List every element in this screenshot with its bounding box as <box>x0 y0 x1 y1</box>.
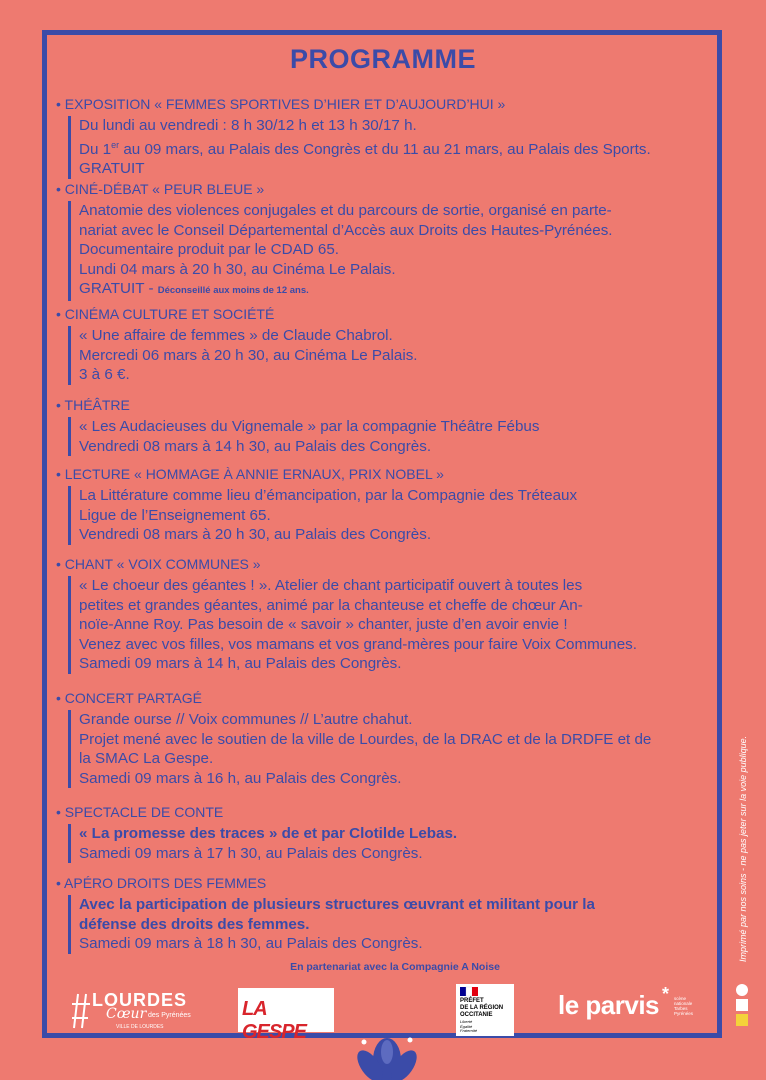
section-body <box>68 417 716 456</box>
price-text: GRATUIT - <box>79 280 158 297</box>
section-line: petites et grandes géantes, animé par la chanteuse et cheffe de chœur An- <box>79 596 583 614</box>
section-line: la SMAC La Gespe. <box>79 750 214 767</box>
section-body <box>68 201 716 301</box>
section-line: Lundi 04 mars à 20 h 30, au Cinéma Le Palais. <box>79 260 396 278</box>
parvis-sub: scène nationale Tarbes Pyrénées <box>674 996 694 1016</box>
price-line: 3 à 6 €. <box>79 366 130 383</box>
section-theatre <box>56 396 716 456</box>
section-body <box>68 824 716 863</box>
section-line: Ligue de l’Enseignement 65. <box>79 506 271 524</box>
recycling-icon <box>736 999 748 1011</box>
parvis-wordmark: le parvis <box>558 990 660 1020</box>
section-heading: • CHANT « VOIX COMMUNES » <box>56 556 261 572</box>
date-prefix: Du 1 <box>79 140 112 158</box>
section-line: Samedi 09 mars à 17 h 30, au Palais des Congrès. <box>79 844 423 862</box>
section-chant <box>56 555 716 674</box>
price-line <box>79 279 716 301</box>
recycle-icons <box>736 984 750 1028</box>
section-line: « Une affaire de femmes » de Claude Chabrol. <box>79 327 393 344</box>
price-line: GRATUIT <box>79 160 145 178</box>
section-exposition <box>56 95 716 179</box>
section-heading: • CINÉ-DÉBAT « PEUR BLEUE » <box>56 181 265 197</box>
section-apero <box>56 874 716 954</box>
age-warning: Déconseillé aux moins de 12 ans. <box>157 285 309 296</box>
date-rest: au 09 mars, au Palais des Congrès et du 11 au 21 mars, au Palais des Sports. <box>119 140 651 158</box>
lourdes-logo <box>72 988 202 1036</box>
page-title: PROGRAMME <box>290 44 476 74</box>
marianne-icon <box>456 984 514 998</box>
lourdes-coeur: Cœur <box>106 1006 147 1022</box>
section-heading: • LECTURE « HOMMAGE À ANNIE ERNAUX, PRIX NOBEL » <box>56 466 444 482</box>
ordinal-sup: er <box>111 139 120 150</box>
section-body <box>68 486 716 545</box>
section-heading: • APÉRO DROITS DES FEMMES <box>56 875 267 891</box>
section-line: Samedi 09 mars à 18 h 30, au Palais des Congrès. <box>79 935 423 952</box>
section-line: Avec la participation de plusieurs structures œuvrant et militant pour la <box>79 896 595 913</box>
section-body <box>68 326 716 385</box>
lourdes-wordmark: LOURDES <box>92 990 188 1010</box>
partner-note: En partenariat avec la Compagnie A Noise <box>290 961 500 973</box>
lourdes-pyrenees: des Pyrénées <box>148 1012 191 1019</box>
asterisk-icon: * <box>662 984 670 1004</box>
section-lecture <box>56 465 716 545</box>
la-gespe-logo <box>238 988 334 1043</box>
section-conte <box>56 803 716 863</box>
section-line: Samedi 09 mars à 16 h, au Palais des Congrès. <box>79 769 402 787</box>
section-heading: • THÉÂTRE <box>56 397 130 413</box>
section-line: Documentaire produit par le CDAD 65. <box>79 241 339 258</box>
flower-icon <box>352 1020 422 1080</box>
section-heading: • CONCERT PARTAGÉ <box>56 690 202 706</box>
section-heading: • SPECTACLE DE CONTE <box>56 804 224 820</box>
section-line: Mercredi 06 mars à 20 h 30, au Cinéma Le Palais. <box>79 346 418 364</box>
section-line: « La promesse des traces » de et par Clotilde Lebas. <box>79 825 458 842</box>
section-line: Vendredi 08 mars à 20 h 30, au Palais des Congrès. <box>79 526 432 543</box>
le-parvis-logo <box>558 984 698 1030</box>
section-body <box>68 710 716 788</box>
section-line: « Les Audacieuses du Vignemale » par la compagnie Théâtre Fébus <box>79 418 540 435</box>
triman-icon <box>736 984 748 996</box>
section-line: La Littérature comme lieu d’émancipation, par la Compagnie des Tréteaux <box>79 487 578 504</box>
section-line: Vendredi 08 mars à 14 h 30, au Palais des Congrès. <box>79 437 432 455</box>
gespe-wordmark: LA GESPE <box>242 998 306 1043</box>
section-line: Anatomie des violences conjugales et du parcours de sortie, organisé en parte- <box>79 202 612 219</box>
section-cine-debat <box>56 180 716 301</box>
section-body <box>68 576 716 674</box>
section-cinema-culture <box>56 305 716 385</box>
prefet-text: PRÉFET DE LA RÉGION OCCITANIE <box>460 998 504 1018</box>
section-heading: • CINÉMA CULTURE ET SOCIÉTÉ <box>56 306 275 322</box>
prefet-logo <box>456 984 514 1036</box>
section-body <box>68 895 716 954</box>
section-heading: • EXPOSITION « FEMMES SPORTIVES D’HIER ET D’AUJOURD’HUI » <box>56 96 506 112</box>
print-notice: Imprimé par nos soins - ne pas jeter sur la voie publique. <box>738 735 748 962</box>
section-body <box>68 116 716 179</box>
section-concert <box>56 689 716 788</box>
info-tri-icon <box>736 1014 748 1026</box>
section-line: Grande ourse // Voix communes // L’autre chahut. <box>79 711 413 728</box>
section-line: nariat avec le Conseil Départemental d’Accès aux Droits des Hautes-Pyrénées. <box>79 221 613 239</box>
section-line: noïe-Anne Roy. Pas besoin de « savoir » chanter, juste d’en avoir envie ! <box>79 616 568 633</box>
section-line: Projet mené avec le soutien de la ville de Lourdes, de la DRAC et de la DRDFE et de <box>79 730 652 748</box>
section-line: Samedi 09 mars à 14 h, au Palais des Congrès. <box>79 655 402 672</box>
section-line: défense des droits des femmes. <box>79 915 310 933</box>
section-line: Venez avec vos filles, vos mamans et vos grand-mères pour faire Voix Communes. <box>79 635 637 653</box>
section-line: « Le choeur des géantes ! ». Atelier de chant participatif ouvert à toutes les <box>79 577 583 594</box>
section-line: Du lundi au vendredi : 8 h 30/12 h et 13 h 30/17 h. <box>79 117 417 134</box>
prefet-motto: Liberté Égalité Fraternité <box>460 1019 478 1033</box>
lourdes-ville: VILLE DE LOURDES <box>116 1024 164 1030</box>
section-line <box>79 136 716 160</box>
